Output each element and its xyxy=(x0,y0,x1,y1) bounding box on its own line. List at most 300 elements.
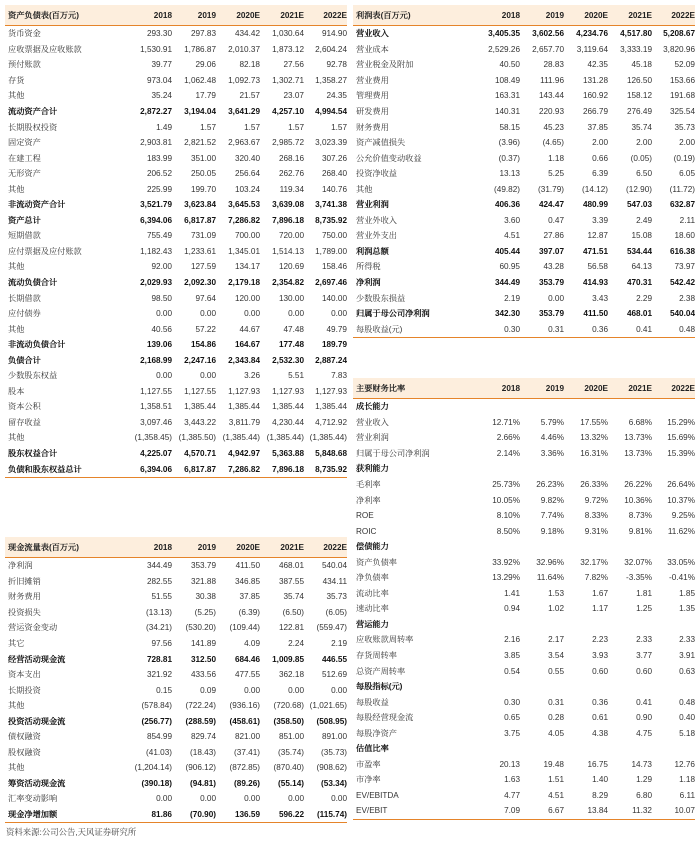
value-cell: 3,521.79 xyxy=(140,200,172,210)
value-cell: 3,194.04 xyxy=(184,107,216,116)
category-row xyxy=(353,539,695,555)
value-cell: 684.46 xyxy=(234,654,260,664)
year-header: 2020E xyxy=(584,10,608,20)
value-cell: (1,358.45) xyxy=(134,433,172,443)
table-row xyxy=(5,26,347,42)
value-cell: 854.99 xyxy=(146,732,172,742)
value-cell: (13.13) xyxy=(146,607,172,617)
category-label: 成长能力 xyxy=(356,402,389,412)
value-cell: 1,358.51 xyxy=(140,402,172,412)
value-cell: 3.77 xyxy=(636,651,652,661)
value-cell: 131.28 xyxy=(582,75,608,85)
value-cell: (89.26) xyxy=(234,778,260,788)
value-cell: 0.00 xyxy=(288,309,304,319)
value-cell: 25.73% xyxy=(492,480,520,489)
value-cell: 4,712.92 xyxy=(315,417,347,427)
value-cell: 3.85 xyxy=(504,651,520,661)
value-cell: 3,023.39 xyxy=(315,138,347,148)
table-row xyxy=(353,150,695,166)
table-title: 利润表(百万元) xyxy=(356,10,411,20)
value-cell: 4.46% xyxy=(540,433,564,443)
value-cell: 2.14% xyxy=(496,448,520,458)
value-cell: 27.56 xyxy=(283,60,304,70)
value-cell: 2.66% xyxy=(496,433,520,443)
value-cell: (14.12) xyxy=(582,184,608,194)
value-cell: 8,735.92 xyxy=(315,215,347,225)
value-cell: 154.86 xyxy=(190,340,216,350)
value-cell: 3,097.46 xyxy=(140,417,172,427)
value-cell: 40.56 xyxy=(151,324,172,334)
table-row xyxy=(353,166,695,182)
year-header: 2018 xyxy=(153,542,172,552)
value-cell: 26.23% xyxy=(536,480,564,489)
value-cell: 632.87 xyxy=(669,200,695,210)
value-cell: 1.49 xyxy=(156,122,172,132)
value-cell: 15.69% xyxy=(667,433,695,443)
year-header: 2018 xyxy=(501,383,520,393)
value-cell: 140.00 xyxy=(321,293,347,303)
table-header xyxy=(5,5,347,26)
table-row xyxy=(353,259,695,275)
value-cell: 0.94 xyxy=(504,604,520,614)
value-cell: 1.57 xyxy=(244,122,260,132)
row-label: 营运资金变动 xyxy=(8,623,58,633)
value-cell: 32.07% xyxy=(624,557,652,567)
value-cell: 51.55 xyxy=(151,592,172,602)
value-cell: 45.18 xyxy=(631,60,652,70)
value-cell: (578.84) xyxy=(141,701,172,711)
row-label: 净利率 xyxy=(356,495,381,505)
value-cell: 3,119.64 xyxy=(576,44,608,54)
year-header: 2022E xyxy=(671,10,695,20)
value-cell: 1.18 xyxy=(679,775,695,785)
table-row xyxy=(5,620,347,636)
value-cell: 9.82% xyxy=(540,495,564,505)
value-cell: 13.29% xyxy=(492,573,520,583)
value-cell: 7,286.82 xyxy=(228,464,260,474)
value-cell: 0.00 xyxy=(156,371,172,381)
value-cell: 1.63 xyxy=(504,775,520,785)
value-cell: 0.00 xyxy=(200,309,216,319)
value-cell: 108.49 xyxy=(494,75,520,85)
row-label: 股东权益合计 xyxy=(8,449,58,459)
value-cell: 140.76 xyxy=(321,184,347,194)
category-label: 获利能力 xyxy=(356,464,389,474)
value-cell: 2.24 xyxy=(288,639,304,648)
value-cell: (872.85) xyxy=(229,763,260,773)
value-cell: 163.31 xyxy=(494,91,520,101)
value-cell: (11.72) xyxy=(669,184,695,194)
value-cell: 16.75 xyxy=(587,759,608,769)
table-title: 资产负债表(百万元) xyxy=(8,10,79,20)
value-cell: 32.17% xyxy=(580,557,608,567)
value-cell: 3.75 xyxy=(504,728,520,738)
table-row xyxy=(5,415,347,431)
value-cell: 111.96 xyxy=(540,75,564,85)
value-cell: 0.00 xyxy=(288,794,304,804)
table-row xyxy=(353,446,695,462)
value-cell: 282.55 xyxy=(146,576,172,586)
value-cell: 0.61 xyxy=(592,713,608,723)
table-row xyxy=(5,729,347,745)
value-cell: 0.00 xyxy=(156,309,172,319)
value-cell: 27.86 xyxy=(543,231,564,241)
value-cell: 1.35 xyxy=(679,604,695,614)
value-cell: (70.90) xyxy=(190,810,216,820)
value-cell: 0.60 xyxy=(592,666,608,676)
value-cell: 1,873.12 xyxy=(272,44,304,54)
table-row xyxy=(5,791,347,807)
value-cell: 13.32% xyxy=(580,433,608,443)
row-label: 毛利率 xyxy=(356,480,381,489)
value-cell: 2.19 xyxy=(504,293,520,303)
value-cell: 3,602.56 xyxy=(532,29,564,39)
value-cell: (559.47) xyxy=(316,623,347,633)
value-cell: 0.00 xyxy=(156,794,172,804)
table-row xyxy=(5,605,347,621)
table-row xyxy=(5,698,347,714)
value-cell: 3,405.35 xyxy=(488,29,520,39)
value-cell: 320.40 xyxy=(234,153,260,163)
table-row xyxy=(353,430,695,446)
value-cell: 15.29% xyxy=(667,417,695,427)
value-cell: 1,062.48 xyxy=(184,75,216,85)
row-label: 留存收益 xyxy=(8,417,41,427)
row-label: 长期投资 xyxy=(8,685,41,695)
value-cell: 37.85 xyxy=(587,122,608,132)
table-row xyxy=(5,306,347,322)
value-cell: (0.05) xyxy=(630,153,652,163)
row-label: 股本 xyxy=(8,386,25,396)
row-label: 每股收益(元) xyxy=(356,324,403,334)
category-label: 营运能力 xyxy=(356,619,389,629)
value-cell: 3,641.29 xyxy=(228,107,260,116)
row-label: 研发费用 xyxy=(356,107,389,116)
row-label: 折旧摊销 xyxy=(8,576,41,586)
value-cell: 3,639.08 xyxy=(272,200,304,210)
value-cell: 6,817.87 xyxy=(184,464,216,474)
value-cell: 7.74% xyxy=(540,511,564,521)
value-cell: (722.24) xyxy=(185,701,216,711)
value-cell: 58.15 xyxy=(499,122,520,132)
value-cell: 225.99 xyxy=(146,184,172,194)
table-row xyxy=(353,119,695,135)
value-cell: 49.79 xyxy=(326,324,347,334)
value-cell: 32.96% xyxy=(536,557,564,567)
table-row xyxy=(5,321,347,337)
table-row xyxy=(5,807,347,823)
value-cell: (115.74) xyxy=(316,810,347,820)
value-cell: 92.78 xyxy=(326,60,347,70)
value-cell: 2.49 xyxy=(636,215,652,225)
table-bottom-rule xyxy=(5,477,347,478)
value-cell: 4,517.80 xyxy=(620,29,652,39)
row-label: 投资活动现金流 xyxy=(8,716,66,726)
table-row xyxy=(5,150,347,166)
value-cell: 1,182.43 xyxy=(140,246,172,256)
table-row xyxy=(353,213,695,229)
value-cell: 4,570.71 xyxy=(184,449,216,459)
table-row xyxy=(5,57,347,73)
year-header: 2019 xyxy=(197,10,216,20)
value-cell: 6.80 xyxy=(636,790,652,800)
row-label: 速动比率 xyxy=(356,604,389,614)
row-label: 存货 xyxy=(8,75,25,85)
value-cell: 52.09 xyxy=(674,60,695,70)
table-row xyxy=(353,181,695,197)
value-cell: 0.00 xyxy=(331,309,347,319)
value-cell: 4.51 xyxy=(548,790,564,800)
row-label: 资本公积 xyxy=(8,402,41,412)
value-cell: 446.55 xyxy=(321,654,347,664)
value-cell: (1,204.14) xyxy=(134,763,172,773)
value-cell: -3.35% xyxy=(626,573,652,583)
value-cell: 56.58 xyxy=(587,262,608,272)
value-cell: 321.92 xyxy=(146,670,172,680)
value-cell: 2.38 xyxy=(679,293,695,303)
value-cell: 2,179.18 xyxy=(228,278,260,288)
value-cell: 344.49 xyxy=(494,278,520,288)
row-label: 股权融资 xyxy=(8,747,41,757)
value-cell: (6.05) xyxy=(325,607,347,617)
row-label: 经营活动现金流 xyxy=(8,654,66,664)
row-label: 归属于母公司净利润 xyxy=(356,309,430,319)
value-cell: 1,514.13 xyxy=(272,246,304,256)
value-cell: 914.90 xyxy=(321,29,347,39)
row-label: 其他 xyxy=(8,184,25,194)
value-cell: 4,225.07 xyxy=(140,449,172,459)
value-cell: 17.55% xyxy=(580,417,608,427)
value-cell: 3.54 xyxy=(548,651,564,661)
row-label: 应付票据及应付账款 xyxy=(8,246,82,256)
table-row xyxy=(353,757,695,773)
value-cell: 23.07 xyxy=(283,91,304,101)
value-cell: 312.50 xyxy=(190,654,216,664)
value-cell: 362.18 xyxy=(278,670,304,680)
row-label: 应收账款周转率 xyxy=(356,635,414,645)
value-cell: 0.41 xyxy=(636,324,652,334)
value-cell: 92.00 xyxy=(151,262,172,272)
value-cell: 6.68% xyxy=(628,417,652,427)
value-cell: 6.11 xyxy=(679,790,695,800)
value-cell: (12.90) xyxy=(626,184,652,194)
value-cell: 1.51 xyxy=(548,775,564,785)
table-header xyxy=(353,5,695,26)
row-label: 每股经营现金流 xyxy=(356,713,414,723)
value-cell: 13.73% xyxy=(624,448,652,458)
row-label: 营业收入 xyxy=(356,417,389,427)
table-row xyxy=(353,586,695,602)
value-cell: 141.89 xyxy=(190,639,216,648)
value-cell: 7.09 xyxy=(504,806,520,816)
value-cell: (1,385.44) xyxy=(222,433,260,443)
value-cell: 4,234.76 xyxy=(576,29,608,39)
table-row xyxy=(5,667,347,683)
value-cell: 33.92% xyxy=(492,557,520,567)
value-cell: 0.00 xyxy=(288,685,304,695)
value-cell: 0.31 xyxy=(548,324,564,334)
row-label: 少数股东损益 xyxy=(356,293,406,303)
value-cell: 542.42 xyxy=(669,278,695,288)
table-row xyxy=(5,213,347,229)
value-cell: (0.37) xyxy=(498,153,520,163)
row-label: EV/EBIT xyxy=(356,806,388,816)
value-cell: 0.15 xyxy=(156,685,172,695)
row-label: 流动资产合计 xyxy=(8,107,58,116)
value-cell: 434.42 xyxy=(234,29,260,39)
year-header: 2021E xyxy=(280,542,304,552)
value-cell: 191.68 xyxy=(669,91,695,101)
value-cell: 2,247.16 xyxy=(184,355,216,365)
row-label: 财务费用 xyxy=(8,592,41,602)
row-label: 营业利润 xyxy=(356,433,389,443)
value-cell: 1,530.91 xyxy=(140,44,172,54)
value-cell: 183.99 xyxy=(146,153,172,163)
row-label: 非流动资产合计 xyxy=(8,200,66,210)
value-cell: 0.00 xyxy=(548,293,564,303)
balance-sheet-table xyxy=(5,5,347,478)
table-row xyxy=(353,710,695,726)
value-cell: 44.67 xyxy=(239,324,260,334)
value-cell: 1,385.44 xyxy=(184,402,216,412)
value-cell: (1,021.65) xyxy=(309,701,347,711)
value-cell: 2.16 xyxy=(504,635,520,645)
value-cell: 42.35 xyxy=(587,60,608,70)
value-cell: 127.59 xyxy=(190,262,216,272)
value-cell: 0.28 xyxy=(548,713,564,723)
value-cell: 596.22 xyxy=(278,810,304,820)
value-cell: 122.81 xyxy=(278,623,304,633)
value-cell: 8.33% xyxy=(584,511,608,521)
table-header xyxy=(353,378,695,399)
year-header: 2021E xyxy=(628,383,652,393)
value-cell: 3.36% xyxy=(540,448,564,458)
value-cell: 424.47 xyxy=(538,200,564,210)
row-label: 非流动负债合计 xyxy=(8,340,66,350)
value-cell: 2,168.99 xyxy=(140,355,172,365)
value-cell: 26.33% xyxy=(580,480,608,489)
value-cell: 411.50 xyxy=(583,309,608,319)
value-cell: 2.00 xyxy=(592,138,608,148)
income-statement-table xyxy=(353,5,695,338)
value-cell: 13.73% xyxy=(624,433,652,443)
year-header: 2018 xyxy=(501,10,520,20)
value-cell: (530.20) xyxy=(185,623,216,633)
row-label: 营业收入 xyxy=(356,29,389,39)
value-cell: 97.56 xyxy=(151,639,172,648)
value-cell: 1,092.73 xyxy=(228,75,260,85)
value-cell: 33.05% xyxy=(667,557,695,567)
value-cell: 0.31 xyxy=(548,697,564,707)
value-cell: 6.39 xyxy=(592,169,608,179)
value-cell: (906.12) xyxy=(185,763,216,773)
row-label: 净利润 xyxy=(356,278,381,288)
value-cell: 7,896.18 xyxy=(272,215,304,225)
value-cell: 206.52 xyxy=(146,169,172,179)
table-row xyxy=(5,181,347,197)
value-cell: 0.60 xyxy=(636,666,652,676)
value-cell: 26.64% xyxy=(667,480,695,489)
value-cell: 3.43 xyxy=(592,293,608,303)
row-label: 负债和股东权益总计 xyxy=(8,464,82,474)
value-cell: 1.57 xyxy=(288,122,304,132)
table-row xyxy=(5,244,347,260)
value-cell: 189.79 xyxy=(321,340,347,350)
value-cell: 2.11 xyxy=(679,215,695,225)
row-label: 资产总计 xyxy=(8,215,41,225)
value-cell: 8.29 xyxy=(592,790,608,800)
row-label: 其他 xyxy=(356,184,373,194)
table-row xyxy=(353,554,695,570)
value-cell: 97.64 xyxy=(195,293,216,303)
value-cell: -0.41% xyxy=(669,573,695,583)
table-row xyxy=(353,88,695,104)
value-cell: 16.31% xyxy=(580,448,608,458)
value-cell: 119.34 xyxy=(279,184,304,194)
value-cell: 120.00 xyxy=(234,293,260,303)
table-row xyxy=(5,745,347,761)
value-cell: (6.50) xyxy=(282,607,304,617)
value-cell: 143.44 xyxy=(538,91,564,101)
value-cell: 471.51 xyxy=(582,246,608,256)
value-cell: (41.03) xyxy=(146,747,172,757)
value-cell: 6,394.06 xyxy=(140,215,172,225)
value-cell: (4.65) xyxy=(542,138,564,148)
table-row xyxy=(353,275,695,291)
value-cell: (256.77) xyxy=(141,716,172,726)
table-row xyxy=(5,651,347,667)
value-cell: 35.24 xyxy=(151,91,172,101)
value-cell: (31.79) xyxy=(538,184,564,194)
value-cell: 2.33 xyxy=(679,635,695,645)
value-cell: 353.79 xyxy=(190,561,216,571)
value-cell: 406.36 xyxy=(494,200,520,210)
value-cell: 1,127.93 xyxy=(315,386,347,396)
value-cell: 12.76 xyxy=(674,759,695,769)
value-cell: 0.55 xyxy=(548,666,564,676)
table-title: 主要财务比率 xyxy=(356,383,406,393)
row-label: 流动负债合计 xyxy=(8,278,58,288)
table-row xyxy=(353,508,695,524)
value-cell: 0.00 xyxy=(331,794,347,804)
value-cell: 2,697.46 xyxy=(315,278,347,288)
table-row xyxy=(353,523,695,539)
value-cell: 81.86 xyxy=(151,810,172,820)
value-cell: 540.04 xyxy=(321,561,347,571)
value-cell: 0.36 xyxy=(592,324,608,334)
value-cell: 2.00 xyxy=(679,138,695,148)
value-cell: 20.13 xyxy=(499,759,520,769)
row-label: 固定资产 xyxy=(8,138,41,148)
value-cell: 39.77 xyxy=(151,60,172,70)
value-cell: 5.51 xyxy=(288,371,304,381)
table-bottom-rule xyxy=(353,819,695,820)
row-label: 营业外支出 xyxy=(356,231,397,241)
table-row xyxy=(5,760,347,776)
row-label: 公允价值变动收益 xyxy=(356,153,422,163)
value-cell: (5.25) xyxy=(194,607,216,617)
value-cell: 1,786.87 xyxy=(184,44,216,54)
value-cell: 0.63 xyxy=(679,666,695,676)
value-cell: 153.66 xyxy=(669,75,695,85)
value-cell: 2,985.72 xyxy=(272,138,304,148)
value-cell: 136.59 xyxy=(234,810,260,820)
value-cell: 64.13 xyxy=(631,262,652,272)
value-cell: 2,010.37 xyxy=(228,44,260,54)
value-cell: 4,942.97 xyxy=(228,449,260,459)
value-cell: 344.49 xyxy=(146,561,172,571)
row-label: 长期股权投资 xyxy=(8,122,58,132)
